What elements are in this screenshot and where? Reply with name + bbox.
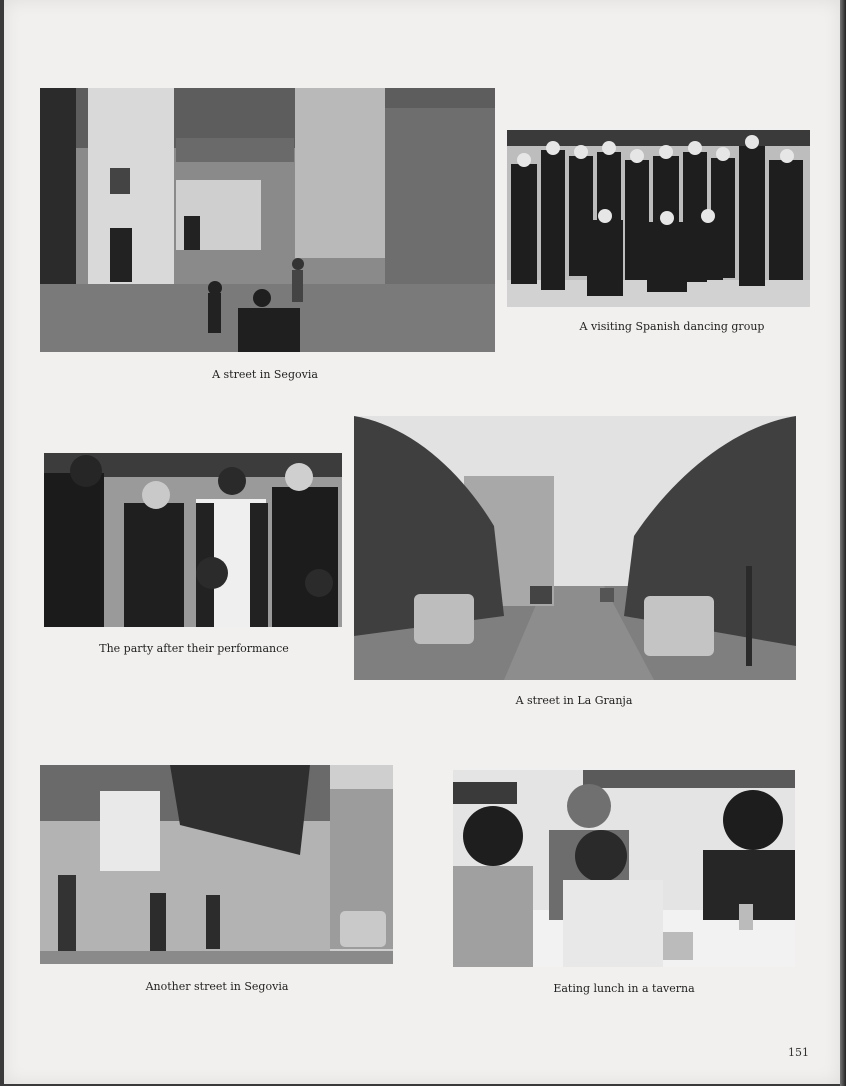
photo-another-segovia — [40, 765, 393, 964]
photo-taverna — [453, 770, 795, 967]
caption-dancing-group: A visiting Spanish dancing group — [579, 320, 765, 333]
caption-another-segovia: Another street in Segovia — [145, 980, 289, 993]
caption-la-granja: A street in La Granja — [515, 694, 633, 707]
caption-segovia-street: A street in Segovia — [212, 368, 318, 381]
page-number: 151 — [788, 1046, 809, 1059]
caption-taverna: Eating lunch in a taverna — [553, 982, 695, 995]
page-edge — [840, 0, 846, 1086]
caption-party: The party after their performance — [99, 642, 289, 655]
photo-la-granja — [354, 416, 796, 680]
photo-segovia-street — [40, 88, 495, 352]
yearbook-page — [4, 0, 840, 1084]
photo-dancing-group — [507, 130, 810, 307]
photo-party — [44, 453, 342, 627]
